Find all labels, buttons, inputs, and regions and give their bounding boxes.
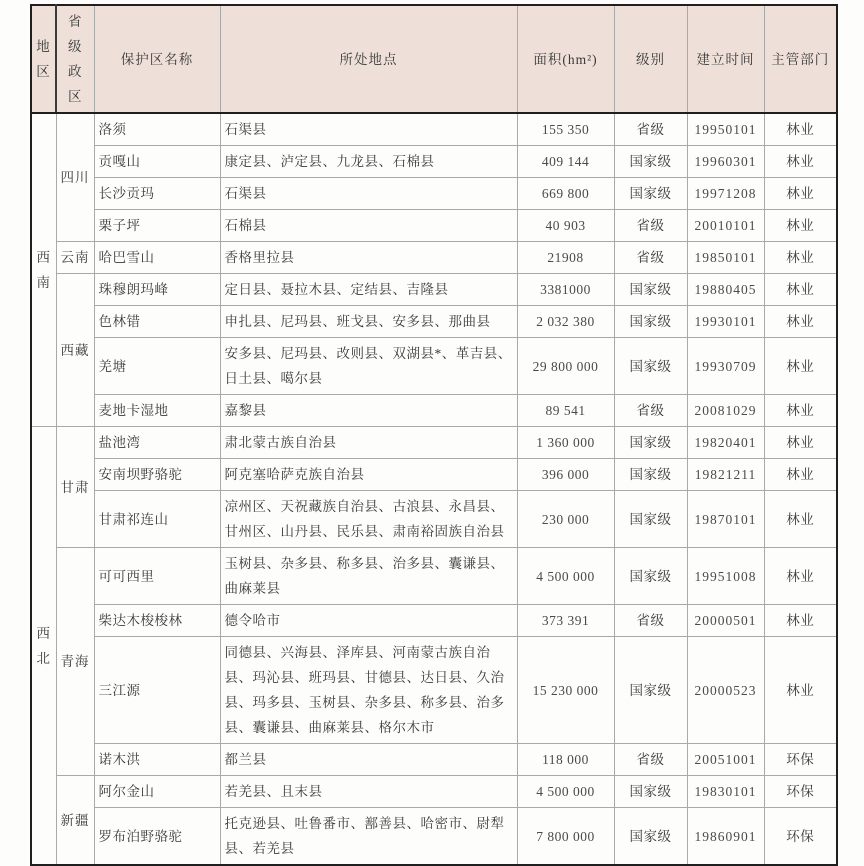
level-cell: 省级	[614, 242, 687, 274]
level-cell: 国家级	[614, 274, 687, 306]
area-cell: 1 360 000	[517, 427, 614, 459]
level-cell: 省级	[614, 605, 687, 637]
area-cell: 89 541	[517, 395, 614, 427]
table-row	[31, 338, 837, 395]
table-row	[31, 242, 837, 274]
established-cell: 19860901	[687, 808, 764, 866]
location-cell: 凉州区、天祝藏族自治县、古浪县、永昌县、甘州区、山丹县、民乐县、肃南裕固族自治县	[220, 491, 517, 548]
header-reserve-name: 保护区名称	[94, 5, 220, 113]
department-cell: 林业	[764, 210, 837, 242]
table-row	[31, 427, 837, 459]
level-cell: 国家级	[614, 808, 687, 866]
department-cell: 林业	[764, 491, 837, 548]
table-row	[31, 178, 837, 210]
level-cell: 国家级	[614, 306, 687, 338]
province-cell: 西藏	[56, 274, 94, 427]
location-cell: 肃北蒙古族自治县	[220, 427, 517, 459]
reserve-name-cell: 可可西里	[94, 548, 220, 605]
reserve-name-cell: 哈巴雪山	[94, 242, 220, 274]
level-cell: 国家级	[614, 459, 687, 491]
area-cell: 21908	[517, 242, 614, 274]
level-cell: 国家级	[614, 637, 687, 744]
established-cell: 20081029	[687, 395, 764, 427]
table-row	[31, 113, 837, 146]
location-cell: 石棉县	[220, 210, 517, 242]
table-row	[31, 395, 837, 427]
level-cell: 省级	[614, 744, 687, 776]
area-cell: 230 000	[517, 491, 614, 548]
reserve-name-cell: 三江源	[94, 637, 220, 744]
reserve-name-cell: 甘肃祁连山	[94, 491, 220, 548]
table-row	[31, 274, 837, 306]
department-cell: 林业	[764, 548, 837, 605]
reserve-name-cell: 诺木洪	[94, 744, 220, 776]
reserve-name-cell: 珠穆朗玛峰	[94, 274, 220, 306]
header-level: 级别	[614, 5, 687, 113]
location-cell: 安多县、尼玛县、改则县、双湖县*、革吉县、日土县、噶尔县	[220, 338, 517, 395]
established-cell: 20051001	[687, 744, 764, 776]
area-cell: 409 144	[517, 146, 614, 178]
location-cell: 若羌县、且末县	[220, 776, 517, 808]
department-cell: 林业	[764, 146, 837, 178]
department-cell: 林业	[764, 338, 837, 395]
department-cell: 林业	[764, 605, 837, 637]
department-cell: 林业	[764, 274, 837, 306]
province-cell: 青海	[56, 548, 94, 776]
department-cell: 环保	[764, 744, 837, 776]
area-cell: 7 800 000	[517, 808, 614, 866]
location-cell: 阿克塞哈萨克族自治县	[220, 459, 517, 491]
table-row	[31, 744, 837, 776]
location-cell: 嘉黎县	[220, 395, 517, 427]
location-cell: 石渠县	[220, 113, 517, 146]
established-cell: 19930101	[687, 306, 764, 338]
reserve-name-cell: 色林错	[94, 306, 220, 338]
location-cell: 托克逊县、吐鲁番市、鄯善县、哈密市、尉犁县、若羌县	[220, 808, 517, 866]
reserve-name-cell: 阿尔金山	[94, 776, 220, 808]
area-cell: 4 500 000	[517, 776, 614, 808]
reserve-name-cell: 盐池湾	[94, 427, 220, 459]
level-cell: 国家级	[614, 427, 687, 459]
established-cell: 19950101	[687, 113, 764, 146]
province-cell: 甘肃	[56, 427, 94, 548]
area-cell: 3381000	[517, 274, 614, 306]
location-cell: 德令哈市	[220, 605, 517, 637]
header-row	[31, 5, 837, 113]
province-cell: 云南	[56, 242, 94, 274]
table-header	[31, 5, 837, 113]
established-cell: 20000523	[687, 637, 764, 744]
established-cell: 19820401	[687, 427, 764, 459]
table-row	[31, 306, 837, 338]
department-cell: 林业	[764, 395, 837, 427]
table-row	[31, 605, 837, 637]
area-cell: 118 000	[517, 744, 614, 776]
established-cell: 19870101	[687, 491, 764, 548]
header-area: 面积(hm²)	[517, 5, 614, 113]
reserve-name-cell: 长沙贡玛	[94, 178, 220, 210]
table-row	[31, 637, 837, 744]
location-cell: 定日县、聂拉木县、定结县、吉隆县	[220, 274, 517, 306]
nature-reserve-table	[30, 4, 838, 866]
department-cell: 林业	[764, 459, 837, 491]
area-cell: 669 800	[517, 178, 614, 210]
reserve-name-cell: 栗子坪	[94, 210, 220, 242]
level-cell: 国家级	[614, 146, 687, 178]
reserve-name-cell: 洛须	[94, 113, 220, 146]
table-body	[31, 113, 837, 865]
area-cell: 4 500 000	[517, 548, 614, 605]
established-cell: 20000501	[687, 605, 764, 637]
department-cell: 林业	[764, 427, 837, 459]
level-cell: 省级	[614, 395, 687, 427]
level-cell: 国家级	[614, 548, 687, 605]
level-cell: 国家级	[614, 178, 687, 210]
header-region: 地区	[31, 5, 56, 113]
location-cell: 都兰县	[220, 744, 517, 776]
level-cell: 省级	[614, 113, 687, 146]
department-cell: 环保	[764, 776, 837, 808]
department-cell: 林业	[764, 637, 837, 744]
table-row	[31, 459, 837, 491]
department-cell: 林业	[764, 113, 837, 146]
table-row	[31, 808, 837, 866]
province-cell: 四川	[56, 113, 94, 242]
location-cell: 石渠县	[220, 178, 517, 210]
location-cell: 申扎县、尼玛县、班戈县、安多县、那曲县	[220, 306, 517, 338]
level-cell: 国家级	[614, 491, 687, 548]
level-cell: 省级	[614, 210, 687, 242]
area-cell: 29 800 000	[517, 338, 614, 395]
region-cell: 西北	[31, 427, 56, 866]
table-row	[31, 548, 837, 605]
province-cell: 新疆	[56, 776, 94, 866]
table-row	[31, 210, 837, 242]
established-cell: 19821211	[687, 459, 764, 491]
reserve-name-cell: 麦地卡湿地	[94, 395, 220, 427]
established-cell: 20010101	[687, 210, 764, 242]
header-province: 省级政区	[56, 5, 94, 113]
location-cell: 同德县、兴海县、泽库县、河南蒙古族自治县、玛沁县、班玛县、甘德县、达日县、久治县、玛多县、玉树县、杂多县、称多县、治多县、囊谦县、曲麻莱县、格尔木市	[220, 637, 517, 744]
department-cell: 林业	[764, 242, 837, 274]
location-cell: 康定县、泸定县、九龙县、石棉县	[220, 146, 517, 178]
established-cell: 19971208	[687, 178, 764, 210]
reserve-name-cell: 罗布泊野骆驼	[94, 808, 220, 866]
established-cell: 19930709	[687, 338, 764, 395]
location-cell: 香格里拉县	[220, 242, 517, 274]
established-cell: 19850101	[687, 242, 764, 274]
area-cell: 2 032 380	[517, 306, 614, 338]
area-cell: 155 350	[517, 113, 614, 146]
table-row	[31, 146, 837, 178]
established-cell: 19960301	[687, 146, 764, 178]
department-cell: 环保	[764, 808, 837, 866]
header-location: 所处地点	[220, 5, 517, 113]
region-cell: 西南	[31, 113, 56, 427]
reserve-name-cell: 柴达木梭梭林	[94, 605, 220, 637]
location-cell: 玉树县、杂多县、称多县、治多县、囊谦县、曲麻莱县	[220, 548, 517, 605]
level-cell: 国家级	[614, 338, 687, 395]
established-cell: 19880405	[687, 274, 764, 306]
department-cell: 林业	[764, 306, 837, 338]
area-cell: 15 230 000	[517, 637, 614, 744]
area-cell: 40 903	[517, 210, 614, 242]
reserve-name-cell: 安南坝野骆驼	[94, 459, 220, 491]
header-department: 主管部门	[764, 5, 837, 113]
area-cell: 373 391	[517, 605, 614, 637]
area-cell: 396 000	[517, 459, 614, 491]
reserve-name-cell: 贡嘎山	[94, 146, 220, 178]
department-cell: 林业	[764, 178, 837, 210]
established-cell: 19830101	[687, 776, 764, 808]
table-row	[31, 491, 837, 548]
reserve-name-cell: 羌塘	[94, 338, 220, 395]
header-established: 建立时间	[687, 5, 764, 113]
established-cell: 19951008	[687, 548, 764, 605]
table-row	[31, 776, 837, 808]
level-cell: 国家级	[614, 776, 687, 808]
